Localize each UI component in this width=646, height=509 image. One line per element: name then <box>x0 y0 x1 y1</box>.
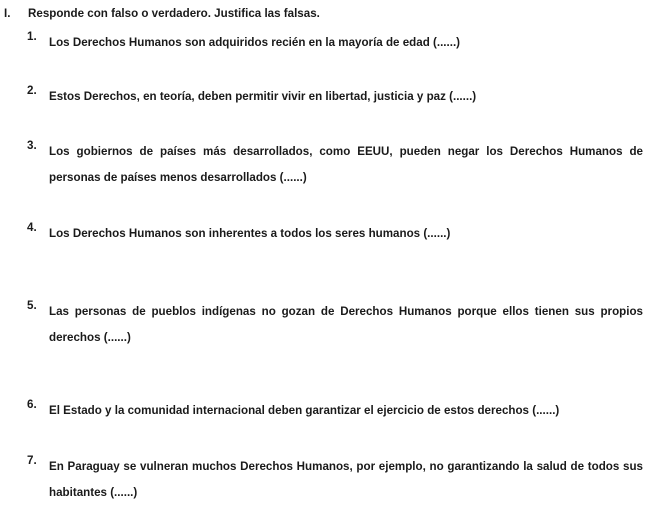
section-heading <box>4 7 634 21</box>
question-text: Los Derechos Humanos son inherentes a todos los seres humanos (......) <box>49 227 451 240</box>
question-text: Las personas de pueblos indígenas no gozan de Derechos Humanos porque ellos tienen sus propios derechos (......) <box>49 305 643 344</box>
question-item <box>27 398 643 424</box>
section-instruction: Responde con falso o verdadero. Justifica las falsas. <box>28 7 320 20</box>
question-item <box>27 221 643 247</box>
question-text: Estos Derechos, en teoría, deben permitir vivir en libertad, justicia y paz (......) <box>49 90 477 103</box>
question-text: En Paraguay se vulneran muchos Derechos Humanos, por ejemplo, no garantizando la salud de todos sus habitantes (......) <box>49 460 643 499</box>
question-text: Los Derechos Humanos son adquiridos recién en la mayoría de edad (......) <box>49 36 461 49</box>
question-number: 3. <box>27 139 37 152</box>
question-number: 6. <box>27 398 37 411</box>
question-item <box>27 139 643 191</box>
question-item <box>27 299 643 351</box>
question-number: 4. <box>27 221 37 234</box>
section-numeral: I. <box>4 7 11 20</box>
question-number: 5. <box>27 299 37 312</box>
question-number: 7. <box>27 454 37 467</box>
question-text: Los gobiernos de países más desarrollados, como EEUU, pueden negar los Derechos Humanos de personas de países menos desarrollados (......) <box>49 145 643 184</box>
question-item <box>27 84 643 110</box>
question-item <box>27 30 643 56</box>
question-number: 1. <box>27 30 37 43</box>
question-item <box>27 454 643 506</box>
question-number: 2. <box>27 84 37 97</box>
question-text: El Estado y la comunidad internacional deben garantizar el ejercicio de estos derechos (......) <box>49 404 560 417</box>
